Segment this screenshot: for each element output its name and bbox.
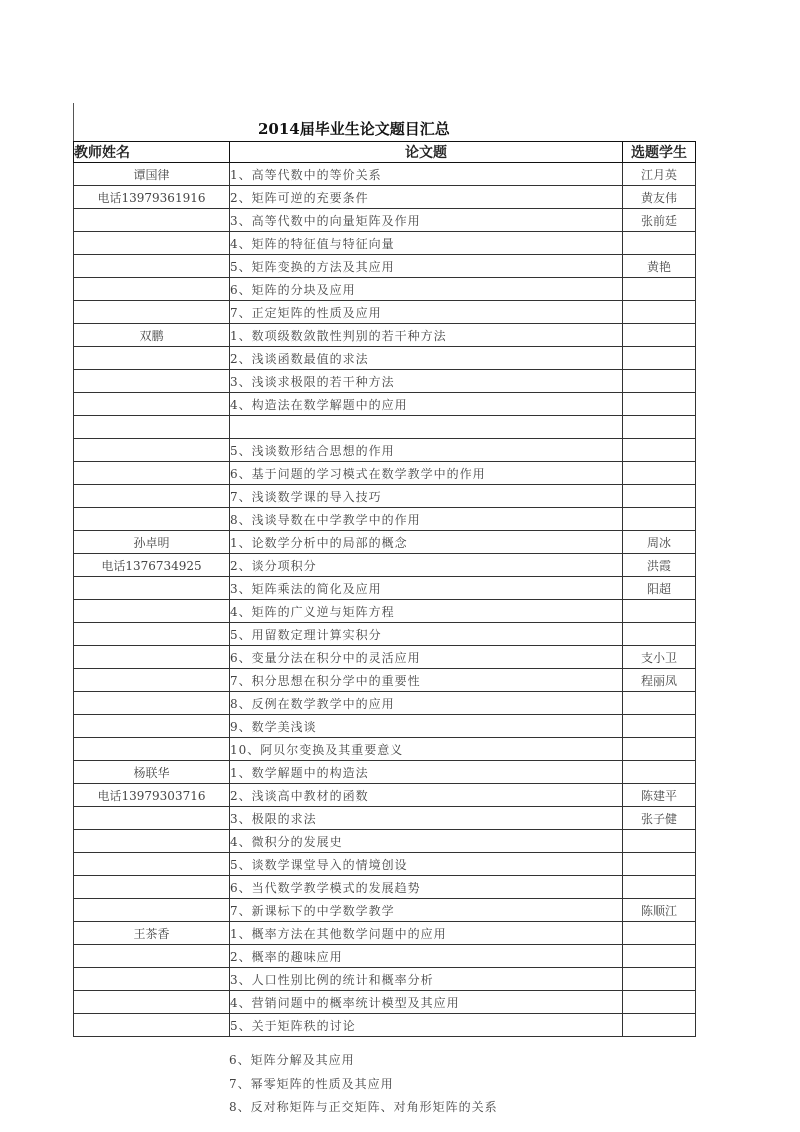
student-cell xyxy=(623,416,696,439)
table-row xyxy=(74,991,696,1014)
topic-cell: 3、极限的求法 xyxy=(230,807,623,830)
student-cell: 周冰 xyxy=(623,531,696,554)
table-row xyxy=(74,922,696,945)
document-title: 2014届毕业生论文题目汇总 xyxy=(258,120,450,138)
table-row xyxy=(74,163,696,186)
student-cell xyxy=(623,278,696,301)
student-cell: 支小卫 xyxy=(623,646,696,669)
topic-cell: 4、微积分的发展史 xyxy=(230,830,623,853)
teacher-cell xyxy=(74,600,230,623)
left-rule xyxy=(73,103,74,141)
topic-cell: 2、谈分项积分 xyxy=(230,554,623,577)
student-cell xyxy=(623,485,696,508)
table-row xyxy=(74,416,696,439)
topic-cell: 4、营销问题中的概率统计模型及其应用 xyxy=(230,991,623,1014)
topic-cell: 7、新课标下的中学数学教学 xyxy=(230,899,623,922)
table-row xyxy=(74,324,696,347)
table-row xyxy=(74,301,696,324)
table-row xyxy=(74,393,696,416)
table-row xyxy=(74,347,696,370)
topic-cell: 8、反例在数学教学中的应用 xyxy=(230,692,623,715)
student-cell: 阳超 xyxy=(623,577,696,600)
student-cell xyxy=(623,508,696,531)
topic-cell: 2、浅谈高中教材的函数 xyxy=(230,784,623,807)
student-cell: 黄艳 xyxy=(623,255,696,278)
teacher-cell: 电话13979361916 xyxy=(74,186,230,209)
teacher-cell xyxy=(74,255,230,278)
topic-cell: 2、浅谈函数最值的求法 xyxy=(230,347,623,370)
topic-cell: 3、浅谈求极限的若干种方法 xyxy=(230,370,623,393)
topic-cell xyxy=(230,416,623,439)
table-row xyxy=(74,485,696,508)
trailing-topic: 6、矩阵分解及其应用 xyxy=(229,1053,355,1067)
teacher-cell xyxy=(74,209,230,232)
trailing-topic: 8、反对称矩阵与正交矩阵、对角形矩阵的关系 xyxy=(229,1100,498,1114)
teacher-column-header: 教师姓名 xyxy=(74,142,230,163)
table-row xyxy=(74,232,696,255)
student-cell xyxy=(623,715,696,738)
student-cell xyxy=(623,462,696,485)
teacher-cell xyxy=(74,715,230,738)
teacher-cell: 孙卓明 xyxy=(74,531,230,554)
teacher-cell xyxy=(74,485,230,508)
student-cell xyxy=(623,945,696,968)
teacher-cell xyxy=(74,830,230,853)
table-row xyxy=(74,899,696,922)
teacher-cell xyxy=(74,232,230,255)
teacher-cell: 王茶香 xyxy=(74,922,230,945)
table-row xyxy=(74,278,696,301)
student-cell xyxy=(623,922,696,945)
topic-cell: 8、浅谈导数在中学教学中的作用 xyxy=(230,508,623,531)
student-cell xyxy=(623,830,696,853)
teacher-cell: 谭国律 xyxy=(74,163,230,186)
student-cell xyxy=(623,991,696,1014)
teacher-cell xyxy=(74,738,230,761)
table-row xyxy=(74,370,696,393)
topic-cell: 4、矩阵的广义逆与矩阵方程 xyxy=(230,600,623,623)
topic-cell: 3、矩阵乘法的简化及应用 xyxy=(230,577,623,600)
topic-cell: 6、当代数学教学模式的发展趋势 xyxy=(230,876,623,899)
topic-column-header: 论文题 xyxy=(230,142,623,163)
student-cell: 江月英 xyxy=(623,163,696,186)
table-row xyxy=(74,876,696,899)
student-cell xyxy=(623,968,696,991)
table-body xyxy=(74,163,696,1037)
topic-cell: 4、矩阵的特征值与特征向量 xyxy=(230,232,623,255)
student-cell xyxy=(623,301,696,324)
table-row xyxy=(74,761,696,784)
teacher-cell xyxy=(74,439,230,462)
teacher-cell xyxy=(74,416,230,439)
teacher-cell xyxy=(74,370,230,393)
teacher-cell xyxy=(74,393,230,416)
table-row xyxy=(74,784,696,807)
table-row xyxy=(74,738,696,761)
table-row xyxy=(74,255,696,278)
student-cell xyxy=(623,761,696,784)
topic-cell: 10、阿贝尔变换及其重要意义 xyxy=(230,738,623,761)
student-cell xyxy=(623,232,696,255)
topic-cell: 5、谈数学课堂导入的情境创设 xyxy=(230,853,623,876)
teacher-cell xyxy=(74,853,230,876)
topic-cell: 6、基于问题的学习模式在数学教学中的作用 xyxy=(230,462,623,485)
teacher-cell xyxy=(74,945,230,968)
student-cell: 陈顺江 xyxy=(623,899,696,922)
student-cell xyxy=(623,347,696,370)
teacher-cell xyxy=(74,669,230,692)
teacher-cell xyxy=(74,577,230,600)
teacher-cell xyxy=(74,646,230,669)
topic-cell: 5、浅谈数形结合思想的作用 xyxy=(230,439,623,462)
student-cell: 程丽凤 xyxy=(623,669,696,692)
student-cell: 陈建平 xyxy=(623,784,696,807)
teacher-cell: 电话13979303716 xyxy=(74,784,230,807)
topic-cell: 7、积分思想在积分学中的重要性 xyxy=(230,669,623,692)
table-row xyxy=(74,669,696,692)
teacher-cell xyxy=(74,347,230,370)
teacher-cell xyxy=(74,876,230,899)
teacher-cell xyxy=(74,623,230,646)
topic-cell: 9、数学美浅谈 xyxy=(230,715,623,738)
teacher-cell xyxy=(74,1014,230,1037)
student-cell xyxy=(623,393,696,416)
student-cell xyxy=(623,738,696,761)
table-row xyxy=(74,807,696,830)
table-row xyxy=(74,209,696,232)
teacher-cell: 双鹏 xyxy=(74,324,230,347)
table-row xyxy=(74,1014,696,1037)
thesis-topic-table xyxy=(73,141,696,1037)
student-cell: 张前廷 xyxy=(623,209,696,232)
student-cell: 张子健 xyxy=(623,807,696,830)
teacher-cell xyxy=(74,278,230,301)
teacher-cell xyxy=(74,692,230,715)
student-cell xyxy=(623,876,696,899)
teacher-cell xyxy=(74,899,230,922)
trailing-topic: 7、幂零矩阵的性质及其应用 xyxy=(229,1077,394,1091)
teacher-cell xyxy=(74,968,230,991)
table-row xyxy=(74,830,696,853)
teacher-cell xyxy=(74,807,230,830)
table-row xyxy=(74,554,696,577)
table-row xyxy=(74,600,696,623)
topic-cell: 5、关于矩阵秩的讨论 xyxy=(230,1014,623,1037)
student-cell: 洪霞 xyxy=(623,554,696,577)
table-row xyxy=(74,692,696,715)
student-column-header: 选题学生 xyxy=(623,142,696,163)
teacher-cell xyxy=(74,462,230,485)
table-row xyxy=(74,186,696,209)
table-row xyxy=(74,623,696,646)
teacher-cell xyxy=(74,991,230,1014)
teacher-cell: 杨联华 xyxy=(74,761,230,784)
table-row xyxy=(74,531,696,554)
teacher-cell xyxy=(74,301,230,324)
student-cell xyxy=(623,623,696,646)
table-row xyxy=(74,462,696,485)
student-cell xyxy=(623,600,696,623)
topic-cell: 1、概率方法在其他数学问题中的应用 xyxy=(230,922,623,945)
teacher-cell: 电话13767349​25 xyxy=(74,554,230,577)
topic-cell: 7、正定矩阵的性质及应用 xyxy=(230,301,623,324)
topic-cell: 6、矩阵的分块及应用 xyxy=(230,278,623,301)
topic-cell: 6、变量分法在积分中的灵活应用 xyxy=(230,646,623,669)
topic-cell: 3、人口性别比例的统计和概率分析 xyxy=(230,968,623,991)
topic-cell: 1、数项级数敛散性判别的若干种方法 xyxy=(230,324,623,347)
table-row xyxy=(74,577,696,600)
table-row xyxy=(74,508,696,531)
student-cell xyxy=(623,324,696,347)
topic-cell: 1、数学解题中的构造法 xyxy=(230,761,623,784)
topic-cell: 2、矩阵可逆的充要条件 xyxy=(230,186,623,209)
topic-cell: 1、高等代数中的等价关系 xyxy=(230,163,623,186)
topic-cell: 5、矩阵变换的方法及其应用 xyxy=(230,255,623,278)
topic-cell: 1、论数学分析中的局部的概念 xyxy=(230,531,623,554)
table-row xyxy=(74,715,696,738)
student-cell xyxy=(623,1014,696,1037)
teacher-cell xyxy=(74,508,230,531)
table-row xyxy=(74,439,696,462)
topic-cell: 7、浅谈数学课的导入技巧 xyxy=(230,485,623,508)
table-header-row xyxy=(74,142,696,163)
topic-cell: 3、高等代数中的向量矩阵及作用 xyxy=(230,209,623,232)
topic-cell: 2、概率的趣味应用 xyxy=(230,945,623,968)
student-cell: 黄友伟 xyxy=(623,186,696,209)
student-cell xyxy=(623,692,696,715)
student-cell xyxy=(623,439,696,462)
table-row xyxy=(74,945,696,968)
student-cell xyxy=(623,853,696,876)
topic-cell: 5、用留数定理计算实积分 xyxy=(230,623,623,646)
table-row xyxy=(74,853,696,876)
table-row xyxy=(74,968,696,991)
table-row xyxy=(74,646,696,669)
student-cell xyxy=(623,370,696,393)
topic-cell: 4、构造法在数学解题中的应用 xyxy=(230,393,623,416)
